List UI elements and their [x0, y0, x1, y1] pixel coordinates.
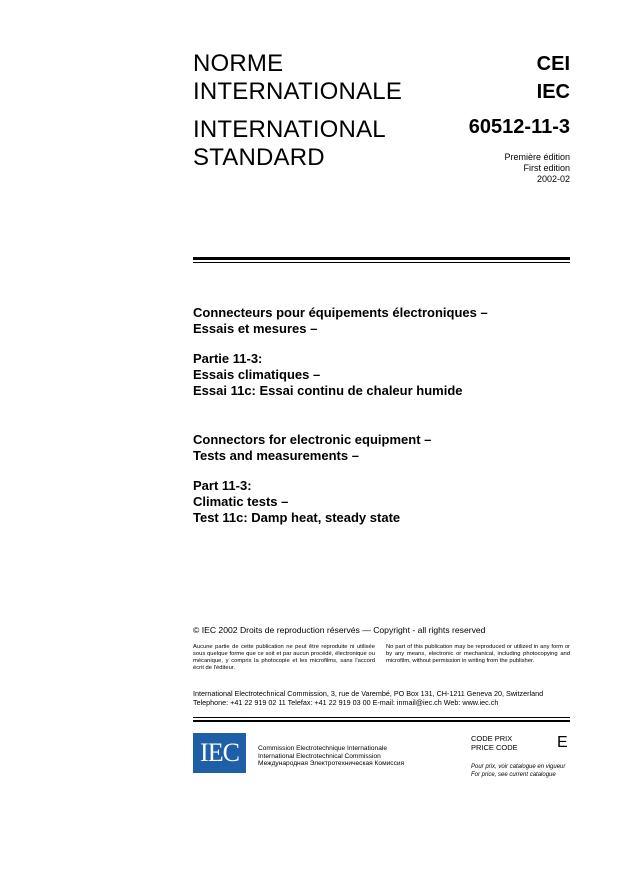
copyright-line: © IEC 2002 Droits de reproduction réservés — Copyright - all rights reserved [193, 625, 486, 635]
footer-rule-thin [193, 717, 570, 718]
commission-ru: Международная Электротехническая Комиссия [258, 760, 405, 767]
standard-line-2: STANDARD [193, 144, 325, 171]
footer-rule-thick [193, 720, 570, 722]
edition-en: First edition [523, 163, 570, 173]
edition-date: 2002-02 [536, 174, 570, 184]
edition-fr: Première édition [504, 152, 570, 162]
english-title [193, 432, 431, 464]
fr-part-line-1: Partie 11-3: [193, 351, 263, 366]
french-title [193, 305, 488, 337]
en-part-line-1: Part 11-3: [193, 478, 252, 493]
english-part [193, 478, 400, 526]
title-rule-thick [193, 257, 570, 260]
title-rule-thin [193, 262, 570, 263]
iec-logo: IEC [193, 733, 246, 773]
org-fr: CEI [536, 53, 570, 75]
price-notes [471, 763, 565, 779]
price-note-en: For price, see current catalogue [471, 772, 556, 778]
standard-line-1: INTERNATIONAL [193, 116, 386, 143]
commission-en: International Electrotechnical Commission [258, 752, 381, 760]
fr-title-line-2: Essais et mesures – [193, 321, 318, 336]
fr-part-line-2: Essais climatiques – [193, 367, 321, 382]
address-line-2: Telephone: +41 22 919 02 11 Telefax: +41 22 919 03 00 E-mail: inmail@iec.ch Web: www.iec.ch [193, 698, 499, 707]
en-part-line-3: Test 11c: Damp heat, steady state [193, 510, 401, 525]
address-line-1: International Electrotechnical Commission, 3, rue de Varembé, PO Box 131, CH-1211 Geneva 20, Switzerland [193, 689, 544, 698]
commission-fr: Commission Electrotechnique Internationale [258, 745, 388, 752]
fr-part-line-3: Essai 11c: Essai continu de chaleur humide [193, 383, 463, 398]
org-codes [370, 50, 570, 106]
code-prix: CODE PRIX [471, 734, 513, 743]
price-code-letter: E [557, 734, 568, 751]
french-part [193, 351, 463, 399]
en-title-line-1: Connectors for electronic equipment – [193, 432, 432, 447]
price-code: PRICE CODE [471, 743, 518, 752]
norme-line-2: INTERNATIONALE [193, 78, 403, 105]
standard-number: 60512-11-3 [468, 116, 570, 138]
standard-label [193, 116, 386, 172]
commission-names [258, 745, 404, 768]
price-code-labels [471, 734, 518, 752]
fr-title-line-1: Connecteurs pour équipements électroniques – [193, 305, 488, 320]
copyright-notice-fr: Aucune partie de cette publication ne peut être reproduite ni utilisée sous quelque forme que ce soit et par aucun procédé, électronique ou mécanique, y compris la photocopie et les microfilms, sans l'accord écrit de l'éditeur. [193, 644, 375, 671]
norme-line-1: NORME [193, 50, 284, 77]
address-block [193, 689, 570, 707]
en-part-line-2: Climatic tests – [193, 494, 289, 509]
org-en: IEC [536, 81, 570, 103]
en-title-line-2: Tests and measurements – [193, 448, 359, 463]
copyright-notice-en: No part of this publication may be reproduced or utilized in any form or by any means, electronic or mechanical, including photocopying and microfilm, without permission in writing from the publisher. [386, 644, 570, 664]
price-note-fr: Pour prix, voir catalogue en vigueur [471, 764, 566, 770]
edition-block [370, 152, 570, 185]
